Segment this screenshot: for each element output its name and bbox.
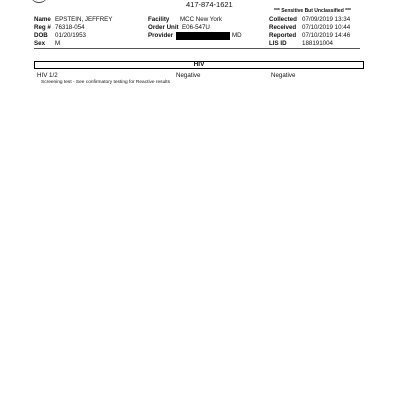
received-datetime: 07/10/2019 10:44 — [302, 24, 351, 31]
provider-suffix: MD — [232, 32, 242, 39]
reg-label: Reg # — [34, 24, 51, 31]
classification-banner: *** Sensitive But Unclassified *** — [274, 8, 351, 14]
lab-phone-number: 417-874-1621 — [186, 0, 233, 9]
patient-name: EPSTEIN, JEFFREY — [55, 16, 113, 23]
sex-label: Sex — [34, 40, 46, 47]
test-reference-range: Negative — [271, 72, 296, 79]
test-result: Negative — [176, 72, 201, 79]
section-title: HIV — [193, 61, 205, 68]
facility-label: Facility — [148, 16, 170, 23]
received-label: Received — [269, 24, 297, 31]
provider-label: Provider — [148, 32, 174, 39]
register-number: 76318-054 — [55, 24, 85, 31]
order-unit-label: Order Unit — [148, 24, 179, 31]
order-unit-value: E06-547U — [182, 24, 210, 31]
test-name: HIV 1/2 — [37, 72, 58, 79]
facility-value: MCC New York — [180, 16, 222, 23]
date-of-birth: 01/20/1953 — [55, 32, 86, 39]
reported-label: Reported — [269, 32, 297, 39]
collected-datetime: 07/09/2019 13:34 — [302, 16, 351, 23]
lis-id-value: 188191004 — [302, 40, 333, 47]
letterhead-logo-fragment — [30, 0, 48, 3]
redaction-bar — [176, 32, 230, 40]
collected-label: Collected — [269, 16, 297, 23]
reported-datetime: 07/10/2019 14:46 — [302, 32, 351, 39]
header-divider — [34, 48, 360, 49]
test-note: Screening test - See confirmatory testing for Reactive results — [41, 80, 171, 85]
dob-label: DOB — [34, 32, 48, 39]
patient-sex: M — [55, 40, 61, 47]
lis-id-label: LIS ID — [269, 40, 287, 47]
name-label: Name — [34, 16, 51, 23]
